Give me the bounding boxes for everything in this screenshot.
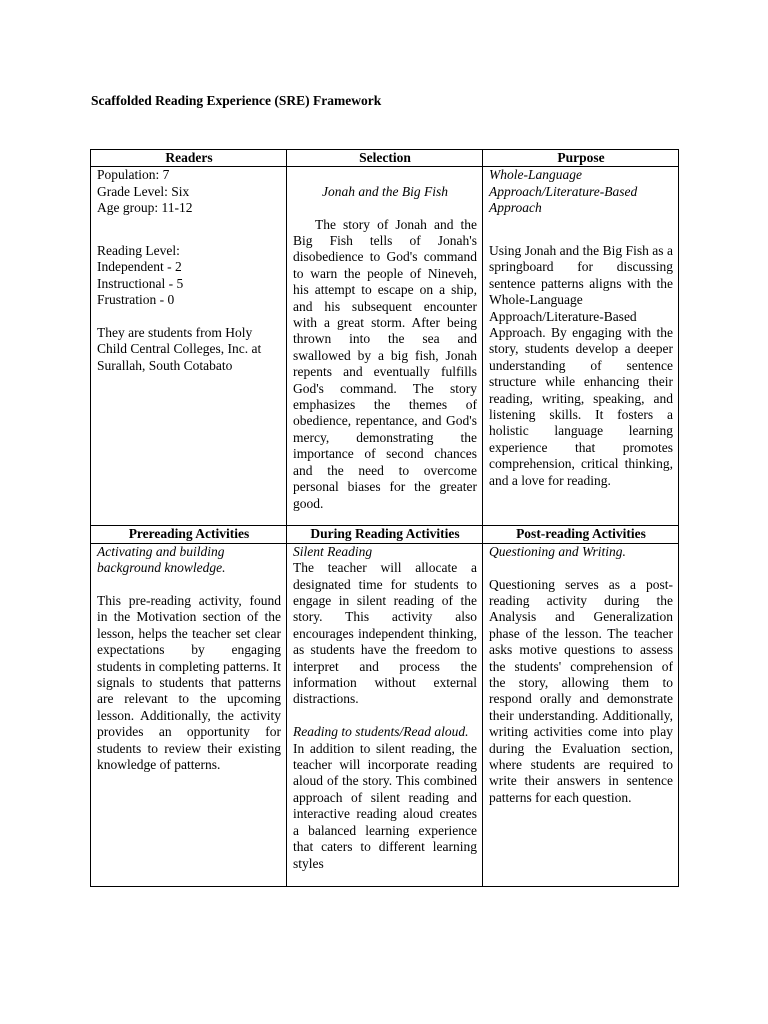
header-post-reading: Post-reading Activities — [483, 526, 679, 543]
population: Population: 7 — [97, 167, 170, 183]
prereading-cell — [91, 543, 287, 886]
during-text-read-aloud: In addition to silent reading, the teacher will incorporate reading aloud of the story. This combined approach of silent reading and interactive reading aloud creates a balanced learning experience that caters to different learning styles — [293, 740, 477, 871]
during-reading-cell — [287, 543, 483, 886]
readers-cell — [91, 167, 287, 526]
document-title: Scaffolded Reading Experience (SRE) Framework — [91, 93, 382, 108]
prereading-text: This pre-reading activity, found in the Motivation section of the lesson, helps the teacher set clear expectations by engaging students in completing patterns. It signals to students that patterns are relevant to the upcoming lesson. Additionally, the activity provides an opportunity for students to review their existing knowledge of patterns. — [97, 593, 281, 773]
grade-level: Grade Level: Six — [97, 183, 190, 199]
independent-count: Independent - 2 — [97, 259, 182, 275]
frustration-count: Frustration - 0 — [97, 292, 175, 308]
header-during-reading: During Reading Activities — [287, 526, 483, 543]
selection-title: Jonah and the Big Fish — [322, 183, 448, 199]
instructional-count: Instructional - 5 — [97, 275, 184, 291]
header-readers: Readers — [91, 150, 287, 167]
reading-level-label: Reading Level: — [97, 243, 180, 259]
postreading-activity: Questioning and Writing. — [489, 543, 626, 559]
readers-description: They are students from Holy Child Central Colleges, Inc. at Surallah, South Cotabato — [97, 325, 262, 373]
header-prereading: Prereading Activities — [91, 526, 287, 543]
purpose-text: Using Jonah and the Big Fish as a springboard for discussing sentence patterns aligns with the Whole-Language Approach/Literature-Based Approach. By engaging with the story, students develop a deeper understanding of sentence structure while enhancing their reading, writing, speaking, and listening skills. It fosters a holistic language learning experience that promotes comprehension, critical thinking, and a love for reading. — [489, 243, 673, 488]
age-group: Age group: 11-12 — [97, 200, 193, 216]
selection-summary: The story of Jonah and the Big Fish tells of Jonah's disobedience to God's command to warn the people of Nineveh, his attempt to escape on a ship, and his subsequent encounter with a great storm. After being thrown into the sea and swallowed by a big fish, Jonah repents and eventually fulfills God's command. The story emphasizes the themes of obedience, repentance, and God's mercy, demonstrating the importance of second chances and the need to overcome personal biases for the greater good. — [293, 216, 477, 511]
content-row-2 — [91, 543, 679, 886]
header-purpose: Purpose — [483, 150, 679, 167]
header-selection: Selection — [287, 150, 483, 167]
post-reading-cell — [483, 543, 679, 886]
during-activity-silent: Silent Reading — [293, 543, 373, 559]
during-activity-read-aloud: Reading to students/Read aloud. — [293, 724, 469, 740]
purpose-cell — [483, 167, 679, 526]
header-row-1 — [91, 150, 679, 167]
sre-framework-table — [90, 149, 679, 887]
during-text-silent: The teacher will allocate a designated time for students to engage in silent reading of the story. This activity also encourages independent thinking, as students have the freedom to interpret and process the information without external distractions. — [293, 560, 477, 707]
postreading-text: Questioning serves as a post-reading activity during the Analysis and Generalization phase of the lesson. The teacher asks motive questions to assess the students' comprehension of the story, allowing them to respond orally and demonstrate their understanding. Additionally, writing activities come into play during the Evaluation section, where students are required to write their answers in sentence patterns for each question. — [489, 576, 673, 805]
prereading-activity: Activating and building background knowledge. — [97, 543, 226, 576]
selection-cell — [287, 167, 483, 526]
header-row-2 — [91, 526, 679, 543]
purpose-approach: Whole-Language Approach/Literature-Based Approach — [489, 167, 638, 216]
content-row-1 — [91, 167, 679, 526]
